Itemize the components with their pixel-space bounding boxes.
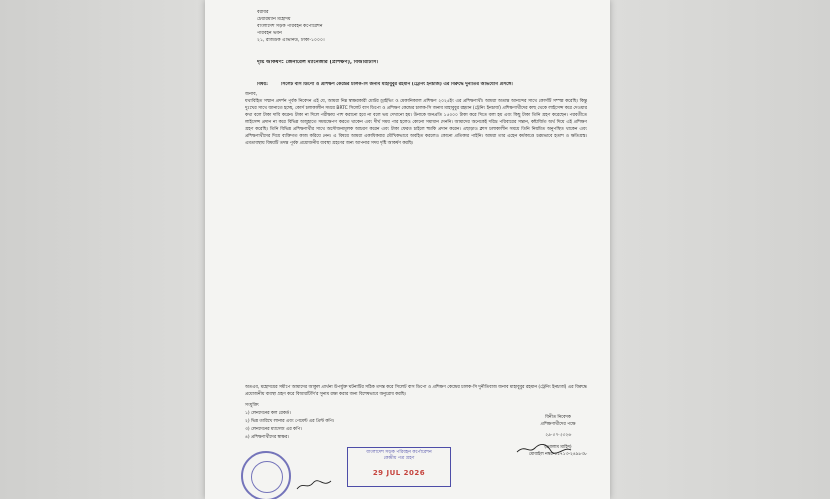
header-line-5: ২১, রাজউক এভিনিউ, ঢাকা-১০০০। — [257, 38, 325, 43]
header-line-2: চেয়ারম্যান মহোদয় — [257, 17, 291, 22]
enclosure-item: ৩) লেনদেনের ম্যাসেজ এর কপি। — [245, 427, 302, 432]
letter-page — [205, 0, 610, 499]
header-line-4: পরিবহন ভবন — [257, 31, 282, 36]
received-stamp — [347, 447, 451, 487]
enclosure-title: সংযুক্তি: — [245, 403, 260, 408]
enclosure-item: ১) লেনদেনের কল রেকর্ড। — [245, 411, 291, 416]
header-line-1: বরাবর — [257, 10, 269, 15]
signature-scribble — [515, 442, 585, 456]
letter-body: যথাবিহিত সম্মান প্রদর্শন পূর্বক নিবেদন এই যে, আমরা নিম্ন স্বাক্ষরকারী মোটর ড্রাইভিং ও মেকানিক্যাল প্রশিক্ষণ ২০২৫ইং এর প্রশিক্ষণার্থী। আমরা অত্যন্ত আনন্দের সাথে কোর্সটি সম্পন্ন করেছি। কিন্তু দুঃখের সাথে জানাতে হচ্ছে, কোর্স চলাকালীন সময়ে BRTC সিলেট বাস ডিপো ও প্রশিক্ষণ কেন্দ্রের চালক-সি জনাব মাহাবুবুর রহমান (ট্রেনিং ইনচার্জ) প্রশিক্ষণার্থীদের কাছ থেকে লাইসেন্স করে দেওয়ার কথা বলে টাকা দাবি করেন। টাকা না দিলে পরীক্ষায় পাশ করানো হবে না বলে ভয় দেখানো হয়। উনাকে জনপ্রতি ১৫০০০ টাকা করে দিতে বলা হয় এবং কিছু টাকা তিনি গ্রহণ করেছেন। পরবর্তীতে লাইসেন্স প্রদান না করে বিভিন্ন অজুহাতে সময়ক্ষেপণ করতে থাকেন এবং দীর্ঘ সময় পার হলেও কোনো সমাধান দেননি। আমাদের অনেকেই দরিদ্র পরিবারের সন্তান, কষ্টার্জিত অর্থ দিয়ে এই প্রশিক্ষণ গ্রহণ করেছি। তিনি বিভিন্ন প্রশিক্ষণার্থীর সাথে অসৌজন্যমূলক আচরণ করেন এবং টাকা ফেরত চাইলে হুমকি প্রদান করেন। এছাড়াও ক্লাস চলাকালীন সময়ে তিনি নিয়মিত অনুপস্থিত থাকেন এবং প্রশিক্ষণার্থীদের দিয়ে ব্যক্তিগত কাজ করিয়ে নেন। এ বিষয়ে আমরা একাধিকবার মৌখিকভাবে অবহিত করলেও কোনো প্রতিকার পাইনি। আমরা তার এহেন কর্মকাণ্ডে চরমভাবে হতাশ ও ক্ষতিগ্রস্ত। এমতাবস্থায় বিষয়টি তদন্ত পূর্বক প্রয়োজনীয় ব্যবস্থা গ্রহণের জন্য আপনার সদয় দৃষ্টি আকর্ষণ করছি। — [245, 99, 587, 146]
signer-mobile: মোবাইল নম্বর-০১৭১৩-২৪৯৮৩৮ — [528, 452, 588, 457]
signature-date: ২৯-০৭-২০২৬ — [544, 433, 571, 438]
signer-name: (গোলাম মাহিদ) — [544, 445, 572, 450]
stamp-line-1: বাংলাদেশ সড়ক পরিবহন কর্পোরেশন — [366, 450, 432, 455]
background-right — [610, 0, 830, 499]
subject-text: সিলেট বাস ডিপো ও প্রশিক্ষণ কেন্দ্রের চালক-সি জনাব মাহাবুবুর রহমান (ট্রেনিং ইনচার্জ) এর বিরুদ্ধে দুর্নীতির অভিযোগ প্রসঙ্গে। — [281, 82, 513, 87]
attention-line: দৃষ্টি আকর্ষণ: জেনারেল ম্যানেজার (প্রশিক্ষণ), বিআরটিসি। — [257, 60, 379, 65]
header-line-3: বাংলাদেশ সড়ক পরিবহন কর্পোরেশন — [257, 24, 323, 29]
letter-request: অতএব, মহোদয়ের সমীপে আমাদের আকুল প্রার্থনা উপর্যুক্ত ঘটনাটির সঠিক তদন্ত করে সিলেট বাস ডিপো ও প্রশিক্ষণ কেন্দ্রের চালক-সি দুর্নীতিবাজ জনাব মাহাবুবুর রহমান (ট্রেনিং ইনচার্জ) এর বিরুদ্ধে প্রয়োজনীয় ব্যবস্থা গ্রহণ করে বিআরটিসি'র সুনাম রক্ষা করার জন্য বিশেষভাবে অনুরোধ করছি। — [245, 385, 587, 397]
round-seal — [241, 451, 291, 499]
enclosure-item: ৪) প্রশিক্ষণার্থীদের স্বাক্ষর। — [245, 435, 290, 440]
signoff-line-1: বিনীত নিবেদক — [545, 415, 571, 420]
salutation: জনাব, — [245, 92, 258, 97]
stamp-date: 29 JUL 2026 — [372, 469, 426, 477]
stamp-line-2: কেন্দ্রীয় পত্র গ্রহণ — [383, 456, 415, 461]
background-left — [0, 0, 205, 499]
receiver-signature — [295, 478, 335, 492]
signoff-line-2: প্রশিক্ষণার্থীদের পক্ষে — [540, 422, 576, 427]
enclosure-item: ২) ভিন্ন তারিখে লানার এবং পেমেন্ট এর প্রিন্ট কপি। — [245, 419, 335, 424]
subject-label: বিষয়: — [257, 82, 268, 87]
